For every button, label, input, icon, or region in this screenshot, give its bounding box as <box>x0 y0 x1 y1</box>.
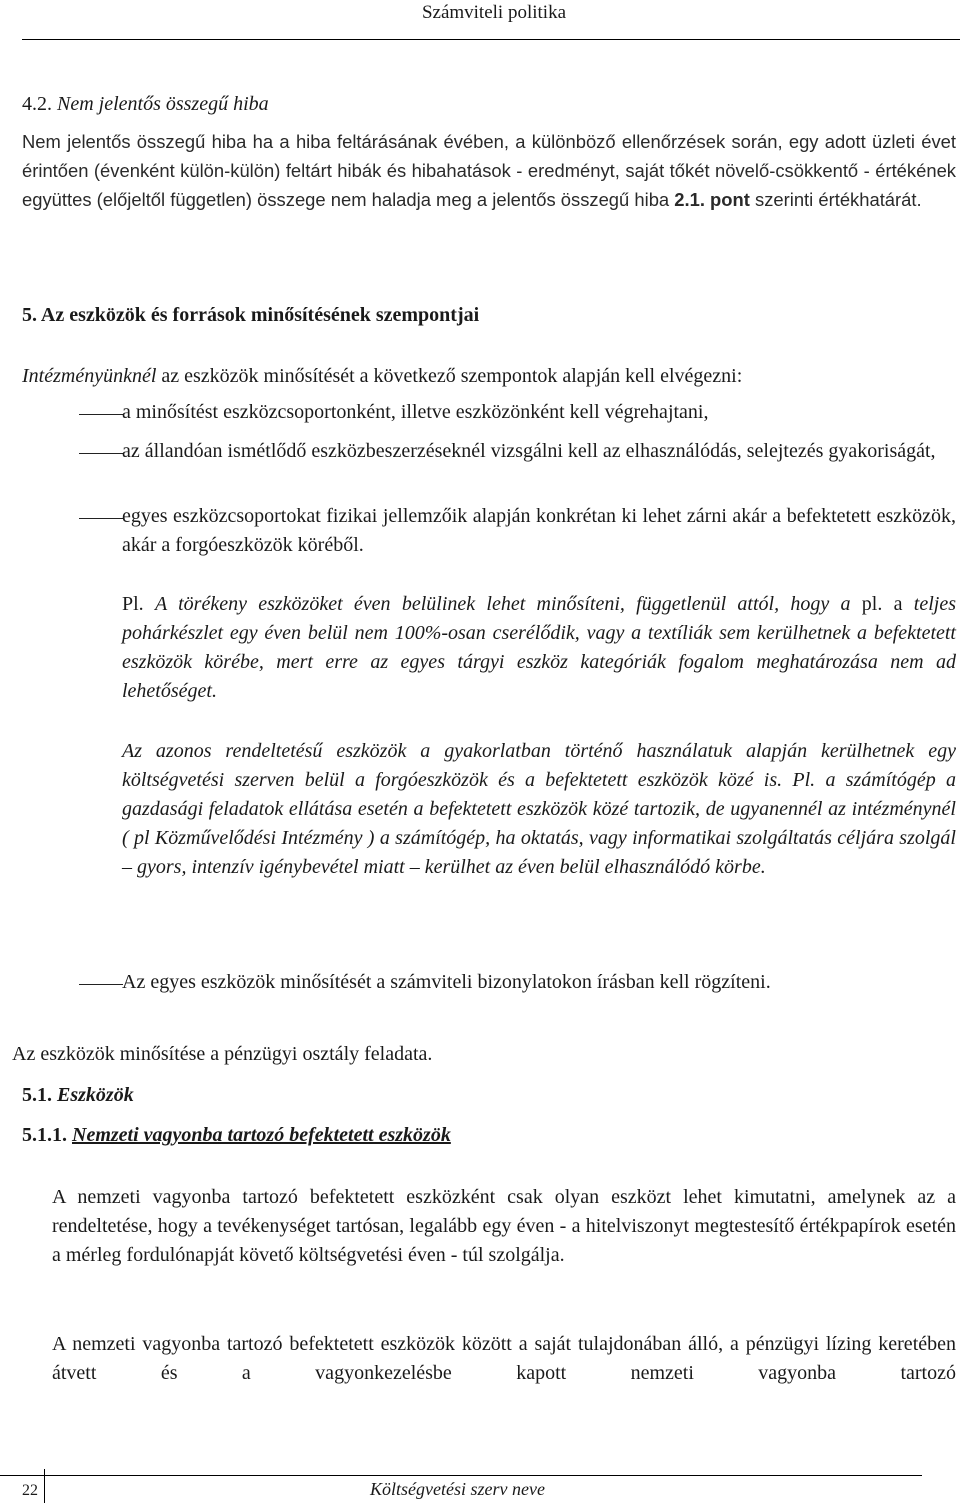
section-4-2-body-text-2: szerinti értékhatárát. <box>749 189 922 210</box>
bullet-dash <box>79 518 123 519</box>
section-5-1-1-number: 5.1.1. <box>22 1124 67 1146</box>
footer-institution-name: Költségvetési szerv neve <box>370 1479 545 1499</box>
section-5-1-number: 5.1. <box>22 1084 52 1106</box>
section-4-2-body-ref: 2.1. pont <box>674 189 750 210</box>
bullet-dash <box>79 414 123 415</box>
section-5-heading: 5. Az eszközök és források minősítésének szempontjai <box>22 304 480 326</box>
bullet-dash <box>79 984 123 985</box>
page-header-title: Számviteli politika <box>421 2 566 23</box>
footer-divider <box>0 1475 922 1476</box>
bullet-item-4: Az egyes eszközök minősítését a számviteli bizonylatokon írásban kell rögzíteni. <box>122 971 771 993</box>
section-5-1-1-heading <box>22 1124 451 1147</box>
section-5-1-1-title: Nemzeti vagyonba tartozó befektetett eszközök <box>72 1124 451 1146</box>
section-4-2-title: Nem jelentős összegű hiba <box>57 93 269 115</box>
section-4-2-heading <box>22 93 269 116</box>
page-number: 22 <box>22 1482 38 1499</box>
example-1-pl: Pl. <box>122 593 155 615</box>
section-4-2-body <box>22 127 956 214</box>
example-2-paragraph <box>122 737 956 882</box>
section-5-intro-rest: az eszközök minősítését a következő szempontok alapján kell elvégezni: <box>156 365 743 387</box>
bullet-item-1: a minősítést eszközcsoportonként, illetve eszközönként kell végrehajtani, <box>122 401 709 423</box>
section-5-intro <box>22 362 960 391</box>
example-1-paragraph <box>122 590 956 706</box>
example-1-pl-2: pl. a <box>861 593 914 615</box>
example-1-italic-1: A törékeny eszközöket éven belülinek lehet minősíteni, függetlenül attól, hogy a <box>154 593 862 615</box>
section-4-2-number: 4.2. <box>22 93 52 115</box>
section-5-intro-italic: Intézményünknél <box>22 365 157 387</box>
section-5-1-title: Eszközök <box>57 1084 134 1106</box>
bullet-item-2: az állandóan ismétlődő eszközbeszerzéseknél vizsgálni kell az elhasználódás, selejtezés gyakoriságát, <box>122 440 936 462</box>
section-4-2-body-text-1: Nem jelentős összegű hiba ha a hiba feltárásának évében, a különböző ellenőrzések során, egy adott üzleti évet érintően (évenként külön-külön) feltárt hibák és hibahatások - eredményt, saját tőkét növelő-csökkentő - értékének együttes (előjeltől független) összege nem haladja meg a jelentős összegű hiba <box>22 131 956 210</box>
section-5-1-heading <box>22 1084 134 1107</box>
bullet-item-3: egyes eszközcsoportokat fizikai jellemzőik alapján konkrétan ki lehet zárni akár a befektetett eszközök, akár a forgóeszközök köréből. <box>122 505 956 556</box>
example-2-text: Az azonos rendeltetésű eszközök a gyakorlatban történő használatuk alapján kerülhetnek egy költségvetési szerven belül a forgóeszközök és a befektetett eszközök közé is. Pl. a számítógép a gazdasági feladatok ellátása esetén a befektetett eszközök közé tartozik, de ugyanennél az intézménynél ( pl Közművelődési Intézmény ) a számítógép, ha oktatás, vagy informatikai szolgáltatás céljára szolgál – gyors, intenzív igénybevétel miatt – kerülhet az éven belül elhasználódó körbe. <box>122 740 956 878</box>
example-1-italic-2: teljes pohárkészlet egy éven belül nem 100%-osan cserélődik, vagy a textíliák sem kerülhetnek a befektetett eszközök körébe, mert erre az egyes tárgyi eszköz kategóriák fogalom meghatározása nem ad lehetőséget. <box>122 593 957 702</box>
header-divider <box>22 39 960 40</box>
section-5-1-1-paragraph-2: A nemzeti vagyonba tartozó befektetett eszközök között a saját tulajdonában álló, a pénzügyi lízing keretében átvett és a vagyonkezelésbe kapott nemzeti vagyonba tartozó <box>52 1333 956 1384</box>
section-5-1-1-paragraph-1: A nemzeti vagyonba tartozó befektetett eszközként csak olyan eszközt lehet kimutatni, amelynek az a rendeltetése, hogy a tevékenységet tartósan, legalább egy éven - a hitelviszonyt megtestesítő értékpapírok esetén a mérleg fordulónapját követő költségvetési éven - túl szolgálja. <box>52 1186 956 1266</box>
responsibility-statement: Az eszközök minősítése a pénzügyi osztály feladata. <box>12 1043 433 1065</box>
bullet-dash <box>79 453 123 454</box>
